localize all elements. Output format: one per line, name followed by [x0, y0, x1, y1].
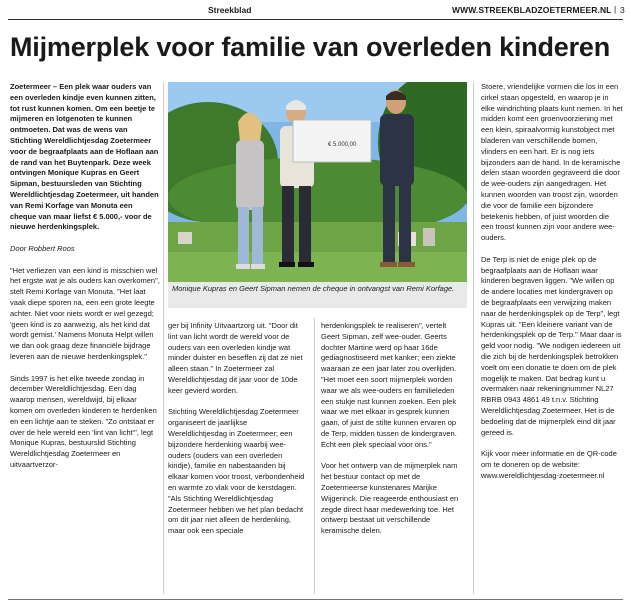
article-paragraph: Kijk voor meer informatie en de QR-code om te doneren op de website: www.wereldlichtjesdag-zoetermeer.nl — [481, 449, 617, 480]
column-divider — [314, 318, 315, 594]
article-paragraph: herdenkingsplek te realiseren", vertelt Geert Sipman, zelf wee-ouder. Geerts dochter Martine werd op haar 16de gediagnostiseerd met kanker; een ziekte waaraan ze een jaar later zou overlijden. "Het moet een soort mijmerplek worden waar we als wee-ouders en familieleden een stukje rust kunnen zoeken. Een plek waar we met elkaar in gesprek kunnen gaan, of juist de stilte kunnen ervaren op de Terp, midden tussen de kindergraven. Echt een plek speciaal voor ons." — [321, 321, 457, 449]
column-divider — [473, 82, 474, 594]
photo-caption: Monique Kupras en Geert Sipman nemen de cheque in ontvangst van Remi Korfage. — [168, 282, 467, 308]
header-separator: | — [614, 4, 617, 14]
article-paragraph: ger bij Infinity Uitvaartzorg uit. "Door dit lint van licht wordt de wereld voor de ouders van een overleden kindje wat minder duister en beseffen zij dat ze niet alleen staan." In Zoetermeer zal Wereldlichtjesdag dit jaar voor de 10de keer gevierd worden. — [168, 321, 303, 395]
section-label: Streekblad — [208, 5, 252, 15]
article-paragraph: Stichting Wereldlichtjesdag Zoetermeer organiseert de jaarlijkse Wereldlichtjesdag in Zoetermeer; een bijzondere herdenking waarbij wee-ouders (ouders van een overleden kindje), familie en nabestaanden bij elkaar komen voor troost, verbondenheid en warmte zo vlak voor de kerstdagen. "Als Stichting Wereldlichtjesdag Zoetermeer hebben we het plan bedacht om dit jaar niet alleen de herdenking, maar ook een speciale — [168, 407, 305, 536]
footer-divider — [8, 599, 623, 600]
byline: Door Robbert Roos — [10, 243, 75, 253]
headline: Mijmerplek voor familie van overleden kinderen — [10, 32, 611, 62]
cheque-amount: € 5.000,00 — [328, 142, 357, 148]
article-photo — [168, 82, 467, 282]
article-paragraph: Sinds 1997 is het elke tweede zondag in december Wereldlichtjesdag. Een dag waarop mensen, wereldwijd, bij elkaar komen om overleden kinderen te herdenken en een lichtje aan te steken. "Zo ontstaat er over de hele wereld een 'lint van licht'", legt Monique Kupras, bestuurslid Stichting Wereldlichtjesdag Zoetermeer en uitvaartverzor- — [10, 373, 157, 469]
website-url[interactable]: WWW.STREEKBLADZOETERMEER.NL — [452, 5, 612, 15]
column-3 — [321, 321, 466, 548]
column-divider — [163, 82, 164, 594]
article-paragraph: Stoere, vriendelijke vormen die los in een cirkel staan opgesteld, en waarop je in elke windrichting plaats kunt nemen. In het midden komt een groenvoorziening met een klein, spiraalvormig kunstobject met bladeren van verschillende bomen, vlinders en een hart. Er is nog iets bijzonders aan de hand. In de keramische delen staan woorden gegraveerd die door de wee-ouders zijn aangedragen. Het kunnen woorden van troost zijn, woorden die voor de familie een bijzondere betekenis hebben, of juist woorden die een troost kunnen zijn voor andere wee-ouders. — [481, 82, 623, 243]
page-number: 3 — [620, 5, 625, 15]
column-1 — [10, 82, 160, 481]
header-divider — [8, 19, 623, 20]
article-paragraph: De Terp is niet de enige plek op de begraafplaats aan de Hoflaan waar kinderen begraven liggen. "We willen op de andere locaties met kindergraven op de begraafplaats een verwijzing maken naar de herdenkingsplek op de Terp", legt Kupras uit. "Een kleinere variant van de herdenkingsplek op de Terp." Maar daar is geld voor nodig. "We nodigen iedereen uit die zich bij de herdenkingsplek betrokken voelt om een donatie te doen om de plek mogelijk te maken. Dat bedrag kunt u overmaken naar rekeningnummer NL27 RBRB 0943 4861 49 t.n.v. Stichting Wereldlichtjesdag Zoetermeer. Het is de bedoeling dat de mijmerplek eind dit jaar gereed is. — [481, 254, 622, 437]
article-paragraph: Voor het ontwerp van de mijmerplek nam het bestuur contact op met de Zoetermeerse kunstenares Marijke Wijgerinck. Die reageerde enthousiast en zegde direct haar medewerking toe. Het ontwerp bestaat uit verschillende keramische delen. — [321, 461, 459, 536]
column-4 — [481, 82, 623, 492]
article-paragraph: "Het verliezen van een kind is misschien wel het ergste wat je als ouders kan overkomen", stelt Remi Korfage van Monuta. "Het laat vaak diepe sporen na, een een grote leegte achter. Niet voor niets wordt er wel gezegd; 'geen kind is zo aanwezig, als het kind dat wordt gemist.' Namens Monuta Helpt willen we dan ook graag deze financiële bijdrage leveren aan de nieuwe herdenkingsplek." — [10, 265, 160, 361]
lead-paragraph: Zoetermeer – Een plek waar ouders van een overleden kindje even kunnen zitten, tot rust kunnen komen. Om een beetje te mijmeren en lotgenoten te kunnen ontmoeten. Dat was de wens van Stichting Wereldlichtjesdag Zoetermeer voor de begraafplaats aan de Hoflaan aan de rand van het Buytenpark. Deze week ontvingen Monique Kupras en Geert Sipman, bestuursleden van Stichting Wereldlichtjesdag Zoetermeer, uit handen van Remi Korfage van Monuta een cheque van maar liefst € 5.000,- voor de nieuwe herdenkingsplek. — [10, 82, 159, 232]
column-2 — [168, 321, 308, 548]
